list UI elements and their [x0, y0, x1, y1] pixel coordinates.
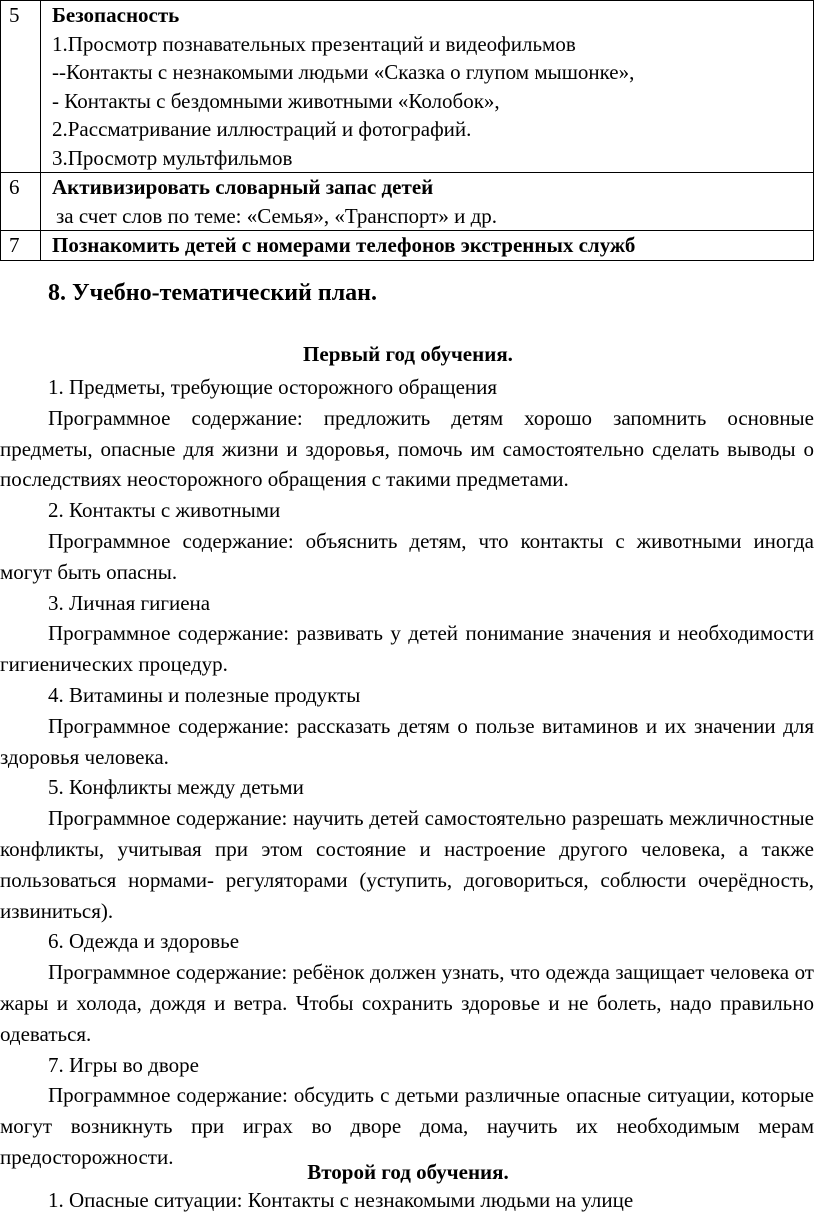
row-line: за счет слов по теме: «Семья», «Транспорт» и др. — [56, 203, 498, 228]
topic-description: Программное содержание: рассказать детям о пользе витаминов и их значении для здоровья человека. — [0, 713, 814, 769]
topic-heading: 5. Конфликты между детьми — [48, 775, 304, 800]
goals-table — [0, 0, 814, 261]
row-number: 7 — [1, 231, 41, 261]
row-line: - Контакты с бездомными животными «Колобок», — [52, 88, 500, 113]
row-line: --Контакты с незнакомыми людьми «Сказка о глупом мышонке», — [52, 60, 635, 84]
row-line: 2.Рассматривание иллюстраций и фотографий. — [52, 117, 472, 141]
year1-topics — [0, 372, 814, 1173]
topic-description: Программное содержание: объяснить детям, что контакты с животными иногда могут быть опасны. — [0, 528, 814, 584]
topic-heading: 4. Витамины и полезные продукты — [48, 682, 361, 707]
row-line: 1.Просмотр познавательных презентаций и видеофильмов — [52, 31, 576, 56]
row-number: 6 — [1, 173, 41, 231]
topic-heading: 6. Одежда и здоровье — [48, 929, 240, 954]
topic-description: Программное содержание: научить детей самостоятельно разрешать межличностные конфликты, учитывая при этом состояние и настроение другого человека, а также пользоваться нормами- регуляторами (уступить, договориться, соблюсти очерёдность, извиниться). — [0, 806, 814, 923]
row-content — [41, 173, 814, 231]
topic-heading: 7. Игры во дворе — [48, 1052, 199, 1077]
section-title: 8. Учебно-тематический план. — [48, 280, 377, 306]
table-row — [1, 1, 814, 173]
row-title: Активизировать словарный запас детей — [52, 175, 434, 199]
row-content — [41, 231, 814, 261]
topic-heading: 1. Опасные ситуации: Контакты с незнакомыми людьми на улице — [48, 1188, 634, 1212]
topic-heading: 3. Личная гигиена — [48, 590, 211, 615]
topic-heading: 2. Контакты с животными — [48, 498, 281, 523]
table-row — [1, 231, 814, 261]
row-title: Познакомить детей с номерами телефонов экстренных служб — [52, 233, 636, 257]
topic-heading: 1. Предметы, требующие осторожного обращения — [48, 375, 498, 399]
row-line: 3.Просмотр мультфильмов — [52, 145, 293, 170]
year-title: Второй год обучения. — [307, 1160, 509, 1184]
topic-description: Программное содержание: предложить детям хорошо запомнить основные предметы, опасные для жизни и здоровья, помочь им самостоятельно сделать выводы о последствиях неосторожного обращения с такими предметами. — [0, 405, 814, 492]
year-title: Первый год обучения. — [303, 342, 513, 366]
row-number: 5 — [1, 1, 41, 173]
row-content — [41, 1, 814, 173]
topic-description: Программное содержание: ребёнок должен узнать, что одежда защищает человека от жары и холода, дождя и ветра. Чтобы сохранить здоровье и не болеть, надо правильно одеваться. — [0, 960, 814, 1046]
topic-description: Программное содержание: обсудить с детьми различные опасные ситуации, которые могут возникнуть при играх во дворе дома, научить их необходимым мерам предосторожности. — [0, 1083, 814, 1169]
table-row — [1, 173, 814, 231]
topic-description: Программное содержание: развивать у детей понимание значения и необходимости гигиенических процедур. — [0, 621, 814, 677]
row-title: Безопасность — [52, 3, 180, 27]
